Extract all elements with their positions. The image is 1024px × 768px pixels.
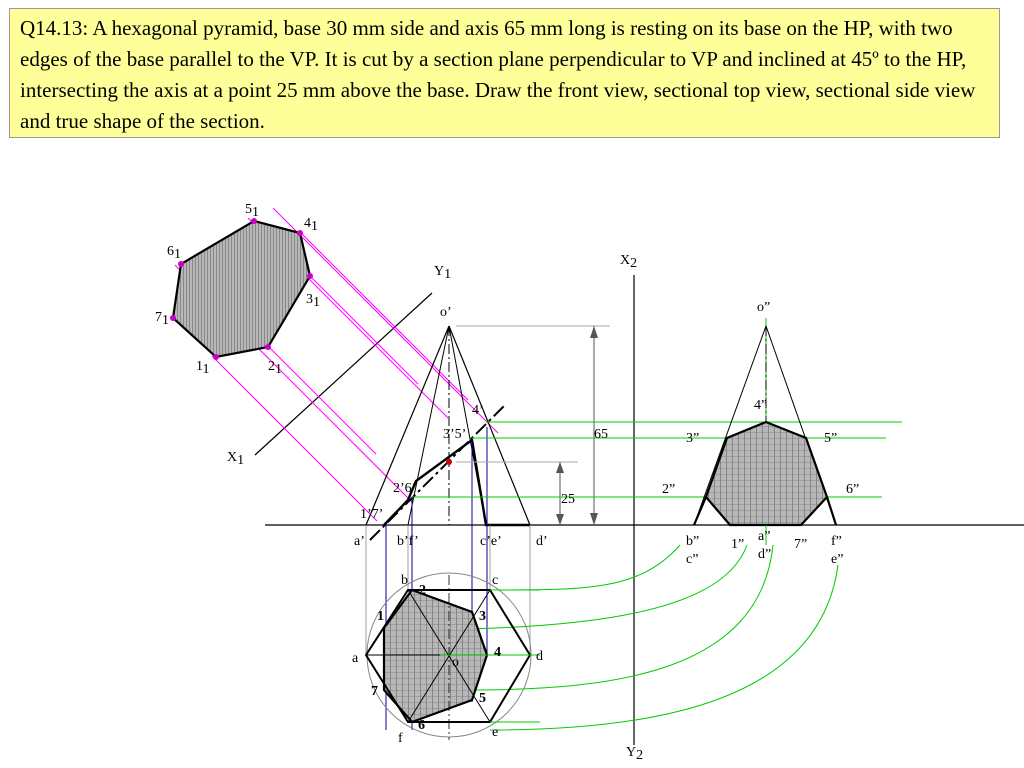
- tv-label-6: 6: [418, 718, 425, 733]
- dim-label-65: 65: [594, 427, 608, 442]
- sv-label-4: 4”: [754, 398, 768, 413]
- sv-label-o: o”: [757, 300, 771, 315]
- sv-label-5: 5”: [824, 431, 838, 446]
- label-y2: Y2: [626, 745, 644, 763]
- fv-label-35: 3’5’: [443, 427, 467, 442]
- ts-label-5: 51: [245, 202, 259, 220]
- ts-label-7: 71: [155, 310, 169, 328]
- ts-label-1: 11: [196, 359, 210, 377]
- true-shape-polygon: [173, 221, 310, 357]
- label-x2: X2: [620, 253, 638, 271]
- side-section-polygon: [706, 422, 827, 525]
- tv-label-e: e: [492, 725, 499, 740]
- tv-label-a: a: [352, 651, 359, 666]
- tv-label-4: 4: [494, 645, 501, 660]
- sv-label-1: 1”: [731, 537, 745, 552]
- ts-label-3: 31: [306, 292, 320, 310]
- ts-label-4: 41: [304, 216, 318, 234]
- dim-label-25: 25: [561, 492, 575, 507]
- tv-label-7: 7: [371, 684, 378, 699]
- fv-label-17: 1’7’: [360, 507, 384, 522]
- ts-label-6: 61: [167, 244, 181, 262]
- label-y1: Y1: [434, 264, 452, 282]
- fv-label-o: o’: [440, 305, 452, 320]
- sv-label-d: d”: [758, 547, 772, 562]
- tv-label-1: 1: [377, 609, 384, 624]
- fv-label-a: a’: [354, 534, 365, 549]
- tv-label-2: 2: [419, 583, 426, 598]
- sv-label-6: 6”: [846, 482, 860, 497]
- sv-label-2: 2”: [662, 482, 676, 497]
- sv-label-f: f”: [831, 534, 842, 549]
- tv-label-d: d: [536, 649, 543, 664]
- label-x1: X1: [227, 450, 245, 468]
- sv-label-7: 7”: [794, 537, 808, 552]
- tv-label-f: f: [398, 731, 403, 746]
- fv-label-ce: c’e’: [480, 534, 502, 549]
- fv-label-bf: b’f’: [397, 534, 419, 549]
- fv-label-4: 4’: [472, 403, 484, 418]
- ts-label-2: 21: [268, 359, 282, 377]
- fv-label-26: 2’6’: [393, 481, 417, 496]
- sv-label-a: a”: [758, 529, 771, 544]
- sv-label-3: 3”: [686, 431, 700, 446]
- sv-label-c: c”: [686, 552, 699, 567]
- sv-label-e: e”: [831, 552, 844, 567]
- tv-label-3: 3: [479, 609, 486, 624]
- fv-label-d: d’: [536, 534, 548, 549]
- tv-label-o: o: [452, 655, 459, 670]
- tv-label-c: c: [492, 573, 499, 588]
- question-text: Q14.13: A hexagonal pyramid, base 30 mm side and axis 65 mm long is resting on its base on the HP, with two edges of the base parallel to the VP. It is cut by a section plane perpendicular to VP and inclined at 45º to the HP, intersecting the axis at a point 25 mm above the base. Draw the front view, sectional top view, sectional side view and true shape of the section.: [20, 16, 976, 133]
- sv-label-b: b”: [686, 534, 700, 549]
- tv-label-5: 5: [479, 691, 486, 706]
- tv-label-b: b: [401, 573, 408, 588]
